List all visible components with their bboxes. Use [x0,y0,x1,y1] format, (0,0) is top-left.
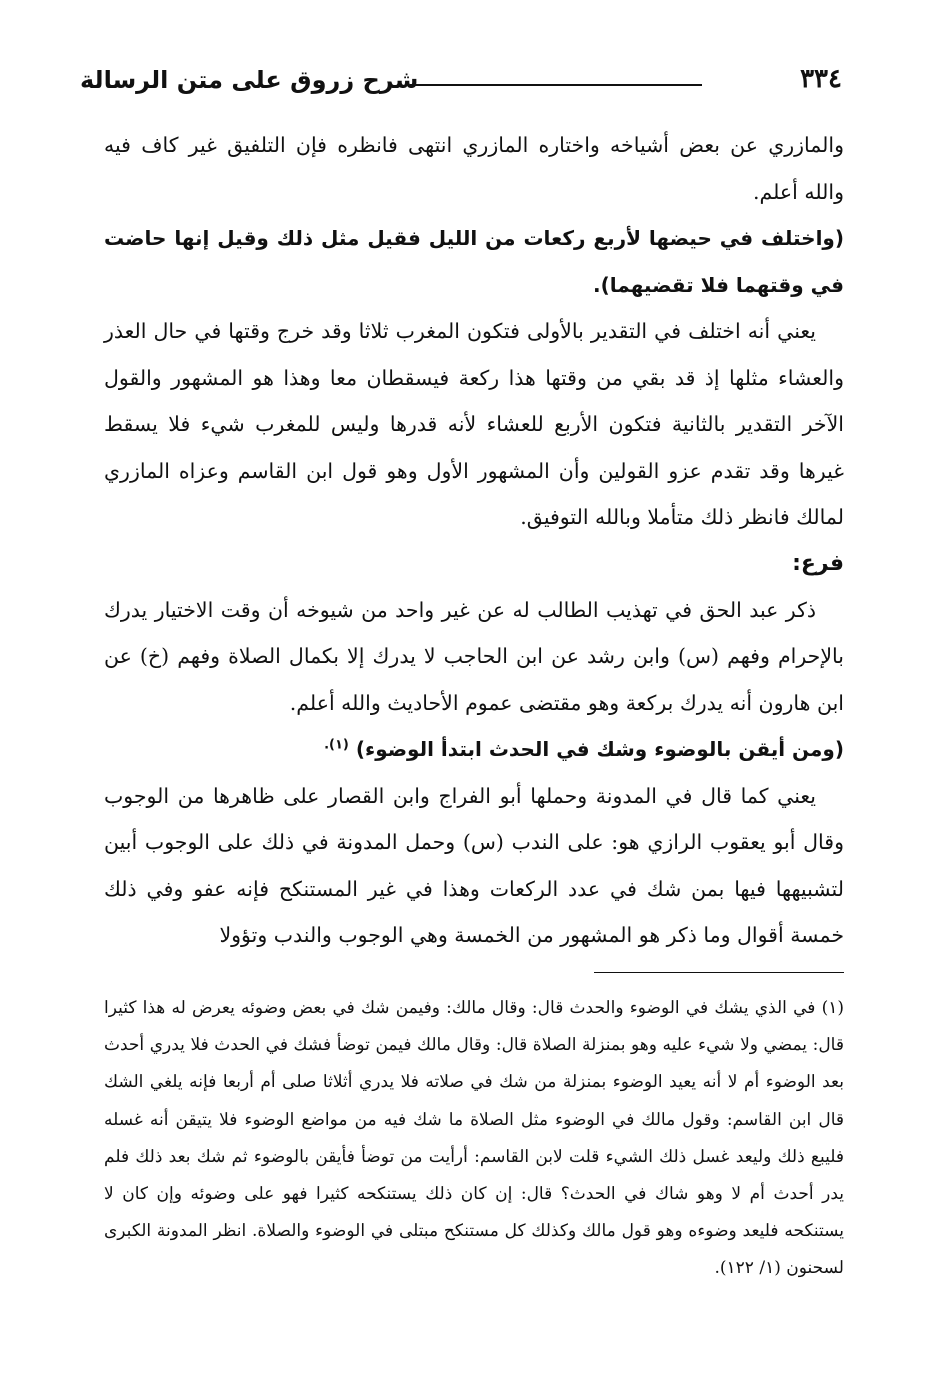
paragraph-commentary-2: ذكر عبد الحق في تهذيب الطالب له عن غير واحد من شيوخه أن وقت الاختيار يدرك بالإحرام وفهم (س) وابن رشد عن ابن الحاجب لا يدرك إلا بكمال الصلاة وفهم (خ) عن ابن هارون أنه يدرك بركعة وهو مقتضى عموم الأحاديث والله أعلم. [104,597,844,715]
section-heading-far: فرع: [792,550,844,576]
main-text [104,122,844,959]
matn-quote-1: (واختلف في حيضها لأربع ركعات من الليل فقيل مثل ذلك وقيل إنها حاضت في وقتهما فلا تقضيهما). [104,226,844,297]
paragraph-continuation: والمازري عن بعض أشياخه واختاره المازري انتهى فانظره فإن التلفيق غير كاف فيه والله أعلم. [104,133,844,204]
header-rule [410,84,702,86]
page-number: ٣٣٤ [800,64,842,94]
matn-quote-2 [104,726,844,773]
paragraph-commentary-1: يعني أنه اختلف في التقدير بالأولى فتكون المغرب ثلاثا وقد خرج وقتها في حال العذر والعشاء مثلها إذ قد بقي من وقتها هذا ركعة فيسقطان معا وهذا هو المشهور والقول الآخر التقدير بالثانية فتكون الأربع للعشاء لأنه قدرها وليس للمغرب شيء فلا يسقط غيرها وقد تقدم عزو القولين وأن المشهور الأول وهو قول ابن القاسم وعزاه المازري لمالك فانظر ذلك متأملا وبالله التوفيق. [104,319,844,529]
paragraph-commentary-3: يعني كما قال في المدونة وحملها أبو الفراج وابن القصار على ظاهرها من الوجوب وقال أبو يعقوب الرازي هو: على الندب (س) وحمل المدونة في ذلك على الوجوب أبين لتشبيهها فيها بمن شك في عدد الركعات وهذا في غير المستنكح فإنه عفو وفي ذلك خمسة أقوال وما ذكر هو المشهور من الخمسة وهي الوجوب والندب وتؤولا [104,783,844,947]
footnote-rule [594,972,844,973]
matn-quote-2-text: (ومن أيقن بالوضوء وشك في الحدث ابتدأ الوضوء) [355,737,844,761]
page-header [80,62,842,106]
running-title: شرح زروق على متن الرسالة [80,66,419,94]
footnote-reference: (١). [324,737,349,753]
footnote-1: (١) في الذي يشك في الوضوء والحدث قال: وقال مالك: وفيمن شك في بعض وضوئه يعرض له هذا كثيرا قال: يمضي ولا شيء عليه وهو بمنزلة الصلاة قال: وقال مالك فيمن توضأ فشك في الحدث فلا يدري أحدث بعد الوضوء أم لا أنه يعيد الوضوء بمنزلة من شك في صلاته فلا يدري أثلاثا صلى أم أربعا فإنه يلغي الشك قال ابن القاسم: وقول مالك في الوضوء مثل الصلاة ما شك فيه من مواضع الوضوء فلا يتيقن أنه غسله فليبع ذلك وليعد غسل ذلك الشيء قلت لابن القاسم: أرأيت من توضأ فأيقن بالوضوء ثم شك بعد ذلك فلم يدر أحدث أم لا وهو شاك في الحدث؟ قال: إن كان ذلك يستنكحه كثيرا فهو على وضوئه وإن كان لا يستنكحه فليعد وضوءه وهو قول مالك وكذلك كل مستنكح مبتلى في الوضوء والصلاة. انظر المدونة الكبرى لسحنون (١/ ١٢٢). [104,998,844,1279]
